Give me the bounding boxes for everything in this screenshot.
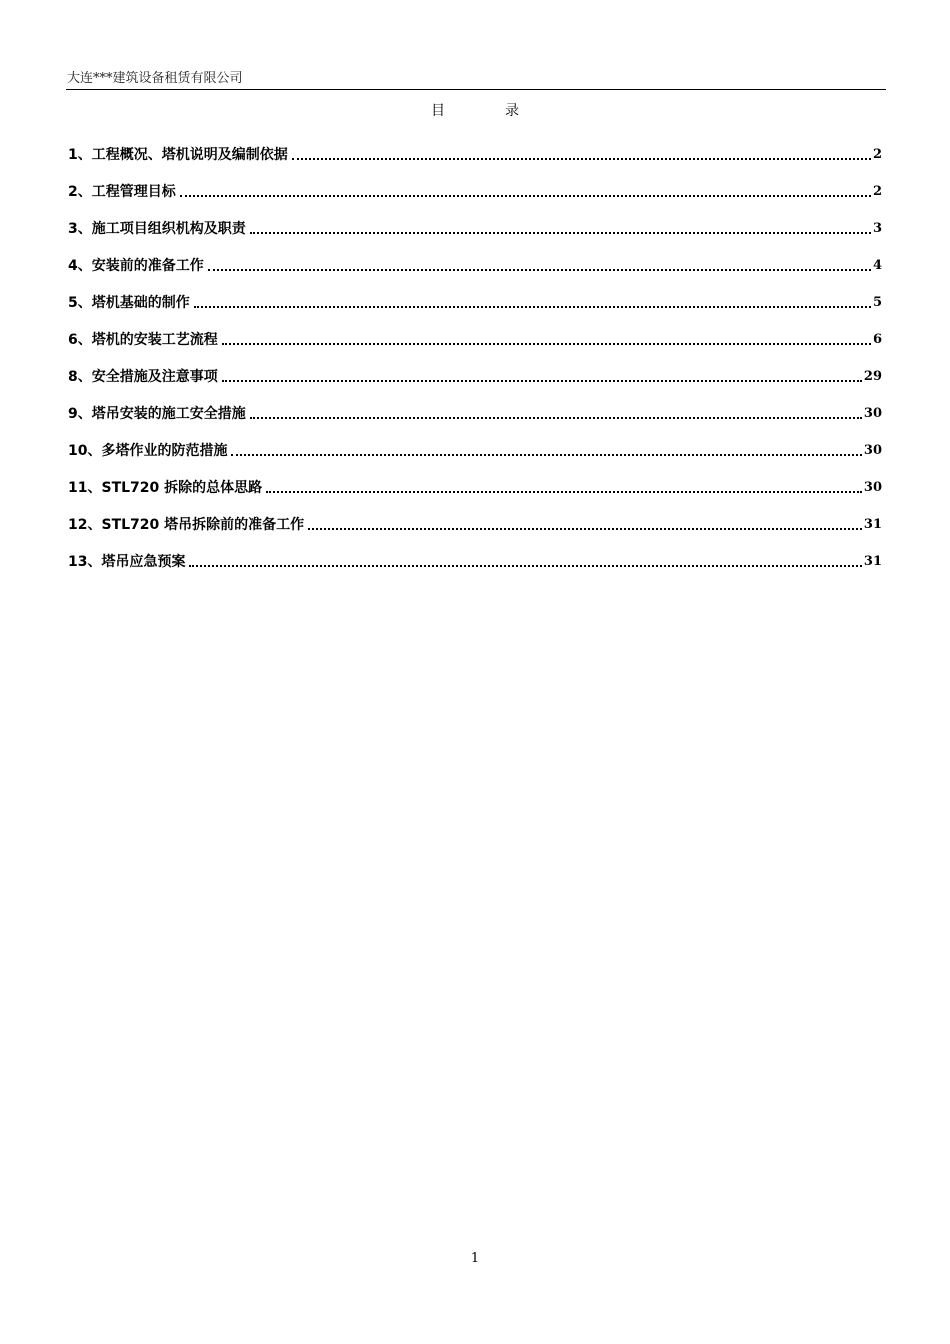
toc-entry[interactable] (68, 502, 882, 539)
toc-entry-label: 2、工程管理目标 (68, 184, 176, 200)
toc-entry-label: 9、塔吊安装的施工安全措施 (68, 406, 246, 422)
toc-entry[interactable] (68, 280, 882, 317)
toc-entry-page: 2 (872, 147, 882, 162)
toc-leader-dots (266, 491, 862, 493)
toc-entry-page: 6 (872, 332, 882, 347)
toc-leader-dots (208, 269, 871, 271)
page-header (66, 70, 886, 90)
toc-entry-page: 31 (863, 517, 882, 532)
page-number: 1 (470, 1251, 480, 1266)
toc-entry[interactable] (68, 465, 882, 502)
toc-entry-label: 10、多塔作业的防范措施 (68, 443, 228, 459)
toc-entry-label: 12、STL720 塔吊拆除前的准备工作 (68, 517, 305, 533)
toc-entry-page: 3 (872, 221, 882, 236)
toc-entry-label: 5、塔机基础的制作 (68, 295, 190, 311)
toc-entry-page: 29 (863, 369, 882, 384)
table-of-contents (68, 132, 882, 576)
toc-entry[interactable] (68, 317, 882, 354)
toc-leader-dots (250, 417, 862, 419)
toc-entry-page: 30 (863, 480, 882, 495)
toc-leader-dots (292, 158, 871, 160)
toc-entry[interactable] (68, 169, 882, 206)
toc-entry-page: 5 (872, 295, 882, 310)
toc-leader-dots (222, 343, 871, 345)
toc-entry[interactable] (68, 391, 882, 428)
toc-leader-dots (194, 306, 871, 308)
toc-entry[interactable] (68, 243, 882, 280)
toc-leader-dots (180, 195, 871, 197)
toc-entry-label: 4、安装前的准备工作 (68, 258, 204, 274)
toc-entry-label: 1、工程概况、塔机说明及编制依据 (68, 147, 288, 163)
toc-entry[interactable] (68, 354, 882, 391)
toc-entry-label: 6、塔机的安装工艺流程 (68, 332, 218, 348)
toc-entry-label: 11、STL720 拆除的总体思路 (68, 480, 263, 496)
toc-entry-page: 31 (863, 554, 882, 569)
toc-entry-page: 4 (872, 258, 882, 273)
toc-entry[interactable] (68, 206, 882, 243)
toc-leader-dots (231, 454, 861, 456)
toc-entry-label: 13、塔吊应急预案 (68, 554, 186, 570)
toc-entry[interactable] (68, 132, 882, 169)
toc-title: 目录 (431, 103, 579, 119)
toc-entry-page: 2 (872, 184, 882, 199)
toc-leader-dots (222, 380, 862, 382)
toc-leader-dots (189, 565, 861, 567)
toc-entry-page: 30 (863, 406, 882, 421)
toc-leader-dots (308, 528, 862, 530)
toc-entry-label: 3、施工项目组织机构及职责 (68, 221, 246, 237)
company-name: 大连***建筑设备租赁有限公司 (67, 71, 243, 86)
toc-entry[interactable] (68, 428, 882, 465)
toc-entry-page: 30 (863, 443, 882, 458)
toc-entry[interactable] (68, 539, 882, 576)
toc-entry-label: 8、安全措施及注意事项 (68, 369, 218, 385)
toc-leader-dots (250, 232, 871, 234)
